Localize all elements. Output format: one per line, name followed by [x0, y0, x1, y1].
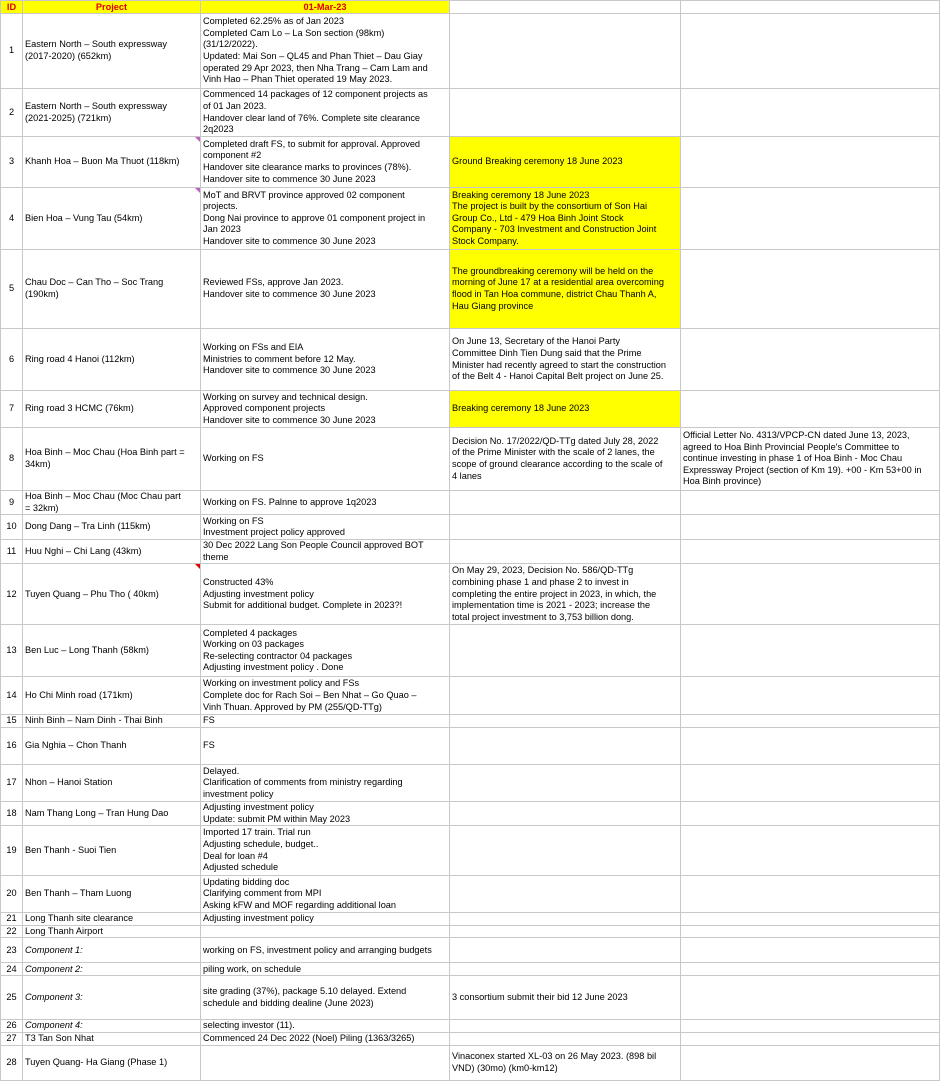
status-cell[interactable]: MoT and BRVT province approved 02 component projects. Dong Nai province to approve 01 component project in Jan 2023 Handover site to commence 30 June 2023	[201, 188, 450, 250]
row-id[interactable]: 11	[1, 540, 23, 564]
status-cell[interactable]: Working on FSs and EIA Ministries to comment before 12 May. Handover site to commence 30 June 2023	[201, 329, 450, 391]
status-cell[interactable]: Delayed. Clarification of comments from ministry regarding investment policy	[201, 764, 450, 801]
header-blank-2[interactable]	[681, 1, 940, 14]
project-cell[interactable]: Ninh Binh – Nam Dinh - Thai Binh	[23, 715, 201, 728]
note-cell[interactable]	[681, 188, 940, 250]
status-cell[interactable]: Completed 4 packages Working on 03 packages Re-selecting contractor 04 packages Adjusting investment policy . Done	[201, 625, 450, 677]
row-id[interactable]: 22	[1, 925, 23, 938]
table-row	[1, 137, 940, 188]
table-row	[1, 188, 940, 250]
note-cell[interactable]	[681, 491, 940, 515]
table-row	[1, 876, 940, 913]
project-cell[interactable]	[23, 188, 201, 250]
row-id[interactable]: 3	[1, 137, 23, 188]
note-cell[interactable]	[681, 826, 940, 876]
project-text: Bien Hoa – Vung Tau (54km)	[25, 212, 143, 223]
project-cell[interactable]: Component 2:	[23, 963, 201, 976]
note-cell[interactable]	[681, 727, 940, 764]
row-id[interactable]: 9	[1, 491, 23, 515]
row-id[interactable]: 6	[1, 329, 23, 391]
note-cell[interactable]	[681, 925, 940, 938]
table-row	[1, 564, 940, 625]
row-id[interactable]: 26	[1, 1020, 23, 1033]
update-cell[interactable]: The groundbreaking ceremony will be held on the morning of June 17 at a residential area overcoming flood in Tan Hoa commune, district Chau Thanh A, Hau Giang province	[450, 250, 681, 329]
table-row	[1, 540, 940, 564]
table-row	[1, 826, 940, 876]
note-cell[interactable]	[681, 625, 940, 677]
row-id[interactable]: 13	[1, 625, 23, 677]
table-row	[1, 677, 940, 715]
update-cell[interactable]	[450, 727, 681, 764]
update-cell[interactable]: Breaking ceremony 18 June 2023	[450, 391, 681, 428]
table-row	[1, 925, 940, 938]
status-cell[interactable]: Working on FS Investment project policy approved	[201, 515, 450, 540]
row-id[interactable]: 14	[1, 677, 23, 715]
table-row	[1, 491, 940, 515]
project-cell[interactable]: Long Thanh site clearance	[23, 913, 201, 926]
note-cell[interactable]	[681, 1020, 940, 1033]
update-cell[interactable]	[450, 826, 681, 876]
status-cell[interactable]: FS	[201, 727, 450, 764]
status-cell[interactable]: Adjusting investment policy	[201, 913, 450, 926]
status-cell[interactable]: Commenced 24 Dec 2022 (Noel) Piling (1363/3265)	[201, 1032, 450, 1045]
table-row	[1, 89, 940, 137]
project-cell[interactable]: T3 Tan Son Nhat	[23, 1032, 201, 1045]
note-cell[interactable]	[681, 250, 940, 329]
table-row	[1, 515, 940, 540]
status-cell[interactable]: Commenced 14 packages of 12 component projects as of 01 Jan 2023. Handover clear land of 76%. Complete site clearance 2q2023	[201, 89, 450, 137]
row-id[interactable]: 18	[1, 801, 23, 825]
update-cell[interactable]	[450, 801, 681, 825]
note-cell[interactable]	[681, 677, 940, 715]
update-cell[interactable]	[450, 677, 681, 715]
row-id[interactable]: 8	[1, 428, 23, 491]
project-cell[interactable]: Ben Thanh – Tham Luong	[23, 876, 201, 913]
update-cell[interactable]: On June 13, Secretary of the Hanoi Party Committee Dinh Tien Dung said that the Prime Minister had recently agreed to start the construction of the Belt 4 - Hanoi Capital Belt project on June 25.	[450, 329, 681, 391]
row-id[interactable]: 2	[1, 89, 23, 137]
status-cell[interactable]: Imported 17 train. Trial run Adjusting schedule, budget.. Deal for loan #4 Adjusted schedule	[201, 826, 450, 876]
status-cell[interactable]: Working on FS. Palnne to approve 1q2023	[201, 491, 450, 515]
table-row	[1, 1045, 940, 1080]
header-project[interactable]: Project	[23, 1, 201, 14]
update-cell[interactable]: 3 consortium submit their bid 12 June 2023	[450, 976, 681, 1020]
project-cell[interactable]: Nhon – Hanoi Station	[23, 764, 201, 801]
project-cell[interactable]: Huu Nghi – Chi Lang (43km)	[23, 540, 201, 564]
table-row	[1, 801, 940, 825]
status-cell[interactable]: piling work, on schedule	[201, 963, 450, 976]
status-cell[interactable]	[201, 1045, 450, 1080]
update-cell[interactable]	[450, 515, 681, 540]
note-cell[interactable]	[681, 1032, 940, 1045]
row-id[interactable]: 10	[1, 515, 23, 540]
project-cell[interactable]: Hoa Binh – Moc Chau (Moc Chau part = 32km)	[23, 491, 201, 515]
status-cell[interactable]: Updating bidding doc Clarifying comment from MPI Asking kFW and MOF regarding additional loan	[201, 876, 450, 913]
header-date[interactable]: 01-Mar-23	[201, 1, 450, 14]
project-cell[interactable]: Nam Thang Long – Tran Hung Dao	[23, 801, 201, 825]
row-id[interactable]: 28	[1, 1045, 23, 1080]
status-cell[interactable]: Adjusting investment policy Update: submit PM within May 2023	[201, 801, 450, 825]
update-cell[interactable]	[450, 764, 681, 801]
project-cell[interactable]: Chau Doc – Can Tho – Soc Trang (190km)	[23, 250, 201, 329]
row-id[interactable]: 27	[1, 1032, 23, 1045]
update-cell[interactable]	[450, 1032, 681, 1045]
row-id[interactable]: 7	[1, 391, 23, 428]
table-row	[1, 14, 940, 89]
note-cell[interactable]	[681, 564, 940, 625]
header-blank-1[interactable]	[450, 1, 681, 14]
note-cell[interactable]	[681, 391, 940, 428]
note-cell[interactable]	[681, 137, 940, 188]
table-row	[1, 938, 940, 963]
table-row	[1, 913, 940, 926]
status-cell[interactable]: 30 Dec 2022 Lang Son People Council approved BOT theme	[201, 540, 450, 564]
project-cell[interactable]: Long Thanh Airport	[23, 925, 201, 938]
project-cell[interactable]	[23, 137, 201, 188]
status-cell[interactable]: site grading (37%), package 5.10 delayed. Extend schedule and bidding dealine (June 2023)	[201, 976, 450, 1020]
update-cell[interactable]: Vinaconex started XL-03 on 26 May 2023. (898 bil VND) (30mo) (km0-km12)	[450, 1045, 681, 1080]
note-cell[interactable]	[681, 764, 940, 801]
header-row	[1, 1, 940, 14]
header-id[interactable]: ID	[1, 1, 23, 14]
status-cell[interactable]: FS	[201, 715, 450, 728]
note-cell[interactable]	[681, 715, 940, 728]
update-cell[interactable]	[450, 491, 681, 515]
note-cell[interactable]	[681, 976, 940, 1020]
update-cell[interactable]	[450, 925, 681, 938]
row-id[interactable]: 21	[1, 913, 23, 926]
update-cell[interactable]: On May 29, 2023, Decision No. 586/QD-TTg combining phase 1 and phase 2 to invest in completing the entire project in 2023, in which, the implementation time is 2021 - 2023; increase the total project investment to 3,753 billion dong.	[450, 564, 681, 625]
project-cell[interactable]: Eastern North – South expressway (2017-2020) (652km)	[23, 14, 201, 89]
project-cell[interactable]: Ben Thanh - Suoi Tien	[23, 826, 201, 876]
update-cell[interactable]	[450, 715, 681, 728]
note-cell[interactable]	[681, 329, 940, 391]
project-cell[interactable]: Ben Luc – Long Thanh (58km)	[23, 625, 201, 677]
project-cell[interactable]: Gia Nghia – Chon Thanh	[23, 727, 201, 764]
table-row	[1, 250, 940, 329]
project-cell[interactable]: Component 4:	[23, 1020, 201, 1033]
project-cell[interactable]: Ring road 4 Hanoi (112km)	[23, 329, 201, 391]
table-row	[1, 727, 940, 764]
row-id[interactable]: 1	[1, 14, 23, 89]
status-cell[interactable]: working on FS, investment policy and arranging budgets	[201, 938, 450, 963]
project-text: Tuyen Quang – Phu Tho ( 40km)	[25, 588, 159, 599]
table-row	[1, 963, 940, 976]
update-cell[interactable]: Decision No. 17/2022/QD-TTg dated July 28, 2022 of the Prime Minister with the scale of 2 lanes, the scope of ground clearance according to the scale of 4 lanes	[450, 428, 681, 491]
note-cell[interactable]	[681, 515, 940, 540]
project-cell[interactable]: Ring road 3 HCMC (76km)	[23, 391, 201, 428]
row-id[interactable]: 24	[1, 963, 23, 976]
project-cell[interactable]	[23, 564, 201, 625]
status-cell[interactable]: Working on FS	[201, 428, 450, 491]
note-cell[interactable]	[681, 14, 940, 89]
update-cell[interactable]	[450, 89, 681, 137]
status-cell[interactable]: Working on survey and technical design. Approved component projects Handover site to commence 30 June 2023	[201, 391, 450, 428]
table-row	[1, 625, 940, 677]
note-cell[interactable]	[681, 963, 940, 976]
project-text: Khanh Hoa – Buon Ma Thuot (118km)	[25, 156, 180, 167]
note-cell[interactable]	[681, 801, 940, 825]
project-cell[interactable]: Component 1:	[23, 938, 201, 963]
row-id[interactable]: 5	[1, 250, 23, 329]
table-row	[1, 1020, 940, 1033]
row-id[interactable]: 12	[1, 564, 23, 625]
row-id[interactable]: 25	[1, 976, 23, 1020]
project-cell[interactable]: Ho Chi Minh road (171km)	[23, 677, 201, 715]
note-cell[interactable]	[681, 938, 940, 963]
project-cell[interactable]: Dong Dang – Tra Linh (115km)	[23, 515, 201, 540]
comment-marker[interactable]	[195, 188, 200, 193]
update-cell[interactable]	[450, 963, 681, 976]
status-cell[interactable]: Completed 62.25% as of Jan 2023 Completed Cam Lo – La Son section (98km) (31/12/2022). Updated: Mai Son – QL45 and Phan Thiet – Dau Giay operated 29 Apr 2023, then Nha Trang – Cam Lam and Vinh Hao – Phan Thiet operated 19 May 2023.	[201, 14, 450, 89]
project-cell[interactable]: Component 3:	[23, 976, 201, 1020]
status-cell[interactable]: Working on investment policy and FSs Complete doc for Rach Soi – Ben Nhat – Go Quao – Vinh Thuan. Approved by PM (255/QD-TTg)	[201, 677, 450, 715]
comment-marker[interactable]	[195, 137, 200, 142]
table-row	[1, 764, 940, 801]
comment-marker[interactable]	[195, 564, 200, 569]
row-id[interactable]: 23	[1, 938, 23, 963]
status-cell[interactable]: Reviewed FSs, approve Jan 2023. Handover site to commence 30 June 2023	[201, 250, 450, 329]
update-cell[interactable]	[450, 625, 681, 677]
update-cell[interactable]	[450, 540, 681, 564]
row-id[interactable]: 15	[1, 715, 23, 728]
table-row	[1, 715, 940, 728]
note-cell[interactable]	[681, 89, 940, 137]
note-cell[interactable]	[681, 1045, 940, 1080]
row-id[interactable]: 19	[1, 826, 23, 876]
update-cell[interactable]	[450, 1020, 681, 1033]
project-cell[interactable]: Tuyen Quang- Ha Giang (Phase 1)	[23, 1045, 201, 1080]
note-cell[interactable]	[681, 913, 940, 926]
update-cell[interactable]: Breaking ceremony 18 June 2023 The project is built by the consortium of Son Hai Group Co., Ltd - 479 Hoa Binh Joint Stock Company - 703 Investment and Construction Joint Stock Company.	[450, 188, 681, 250]
update-cell[interactable]	[450, 876, 681, 913]
note-cell[interactable]	[681, 876, 940, 913]
status-cell[interactable]: selecting investor (11).	[201, 1020, 450, 1033]
row-id[interactable]: 4	[1, 188, 23, 250]
update-cell[interactable]	[450, 938, 681, 963]
table-row	[1, 428, 940, 491]
status-cell[interactable]: Completed draft FS, to submit for approval. Approved component #2 Handover site clearance marks to provinces (78%). Handover site to commence 30 June 2023	[201, 137, 450, 188]
status-cell[interactable]: Constructed 43% Adjusting investment policy Submit for additional budget. Complete in 2023?!	[201, 564, 450, 625]
status-cell[interactable]	[201, 925, 450, 938]
table-row	[1, 976, 940, 1020]
update-cell[interactable]	[450, 14, 681, 89]
project-cell[interactable]: Eastern North – South expressway (2021-2025) (721km)	[23, 89, 201, 137]
row-id[interactable]: 16	[1, 727, 23, 764]
update-cell[interactable]	[450, 913, 681, 926]
table-row	[1, 391, 940, 428]
table-row	[1, 1032, 940, 1045]
note-cell[interactable]: Official Letter No. 4313/VPCP-CN dated June 13, 2023, agreed to Hoa Binh Provincial People's Committee to continue investing in phase 1 of Hoa Binh - Moc Chau Expressway Project (section of Km 19). +00 - Km 53+00 in Hoa Binh province)	[681, 428, 940, 491]
row-id[interactable]: 20	[1, 876, 23, 913]
project-cell[interactable]: Hoa Binh – Moc Chau (Hoa Binh part = 34km)	[23, 428, 201, 491]
note-cell[interactable]	[681, 540, 940, 564]
update-cell[interactable]: Ground Breaking ceremony 18 June 2023	[450, 137, 681, 188]
row-id[interactable]: 17	[1, 764, 23, 801]
table-row	[1, 329, 940, 391]
